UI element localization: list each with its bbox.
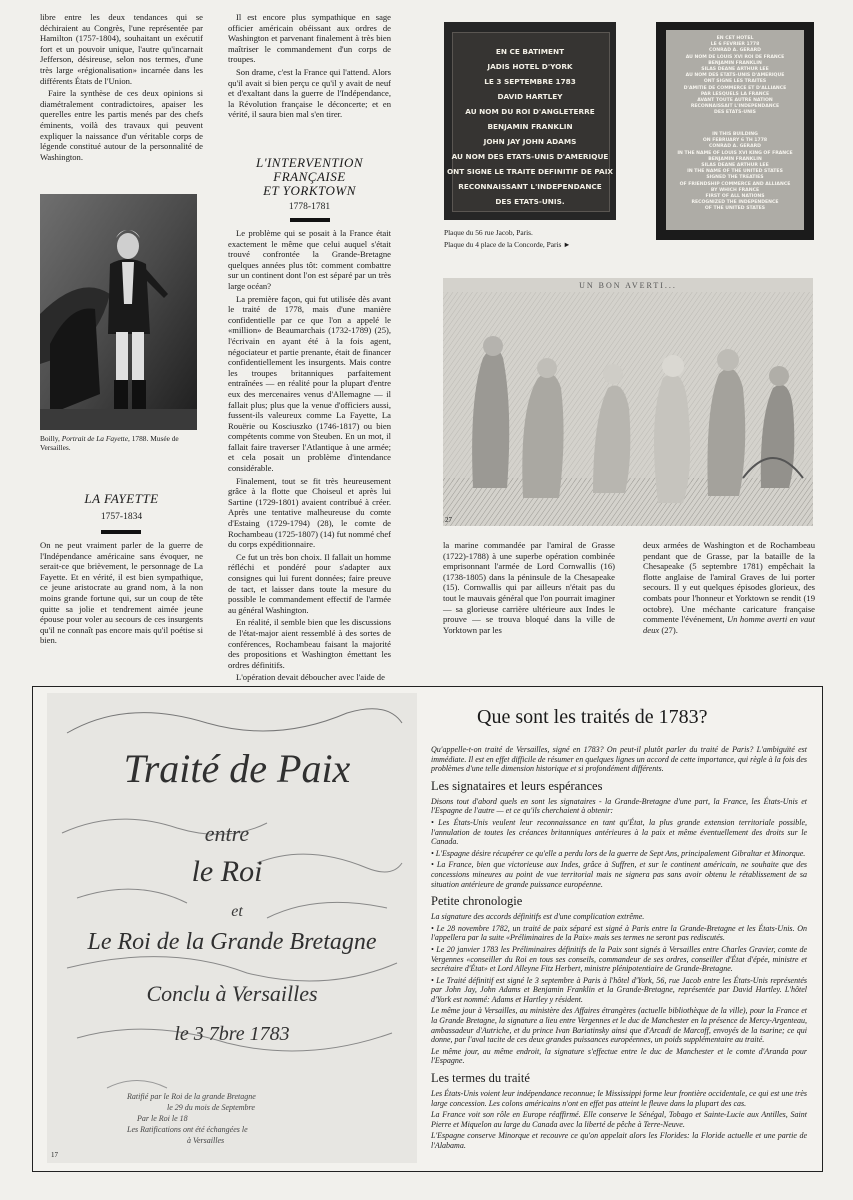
plaque-line: RECOGNIZED THE INDEPENDENCE (691, 200, 779, 206)
box-title: Que sont les traités de 1783? (477, 706, 708, 728)
s1-item: • La France, bien que victorieuse aux Indes, grâce à Suffren, et sur le continent américain, ne souhaite que des concessions mineures au point de vue territorial mais ne signera pas sans avoir obtenu le rétablissement de sa situation antérieure de grande puissance européenne. (431, 860, 807, 889)
plaque-line: DES ETATS-UNIS. (495, 197, 565, 206)
plaque-line: AU NOM DU ROI D'ANGLETERRE (465, 107, 595, 116)
plaque-line: OF THE UNITED STATES (704, 206, 766, 212)
portrait-illustration (40, 194, 197, 430)
treaties-box (32, 686, 823, 1172)
plaque-line: OF FRIENDSHIP COMMERCE AND ALLIANCE (679, 181, 791, 187)
col4-text (643, 540, 815, 637)
s2-item: Le même jour, au même endroit, la signature s'effectue entre le duc de Manchester et le comte d'Aranda pour l'Espagne. (431, 1046, 807, 1066)
plaque-line: AU NOM DES ETATS-UNIS D'AMERIQUE (451, 152, 609, 161)
plaque-line: CONRAD A. GERARD (709, 144, 761, 150)
plaque2-caption: Plaque du 4 place de la Concorde, Paris ► (444, 240, 571, 249)
s3-item: La France voit son rôle en Europe réaffirmé. Elle conserve le Sénégal, Tobago et Sainte-Lucie aux Antilles, Saint Pierre et Miquelon au large du Canada avec la liberté de pêche à Terre-Neuve. (431, 1110, 807, 1129)
plaque-line: EN CE BATIMENT (495, 47, 565, 56)
lafayette-portrait (40, 194, 197, 430)
title-line: ET YORKTOWN (263, 183, 356, 198)
lafayette-text (40, 540, 203, 648)
section-rule (290, 218, 330, 222)
plaque1-caption: Plaque du 56 rue Jacob, Paris. (444, 228, 533, 237)
plaque-text-fr (656, 36, 814, 117)
s1-intro: Disons tout d'abord quels en sont les signataires - la Grande-Bretagne d'une part, la France, les États-Unis et l'Espagne de l'autre — et ce qu'ils cherchaient à obtenir: (431, 796, 807, 816)
s2-intro: La signature des accords définitifs est d'une complication extrême. (431, 912, 645, 922)
plaque-line: EN CET HOTEL (716, 36, 754, 41)
plaque-line: SIGNED THE TREATIES (706, 175, 764, 181)
plaque-concorde (656, 22, 814, 240)
plaque-line: IN THE NAME OF THE UNITED STATES (687, 169, 783, 175)
plaque-line: IN THIS BUILDING (712, 132, 758, 137)
plaque-line: ONT SIGNE LES TRAITES (703, 79, 767, 85)
treaty-document (47, 693, 417, 1163)
caricature-title: Un homme averti en vaut deux (643, 614, 815, 635)
page-number: 17 (51, 1151, 58, 1159)
intervention-dates: 1778-1781 (288, 202, 331, 212)
s2-item: Le même jour à Versailles, au ministère des Affaires étrangères (actuelle bibliothèque de la ville), pour la France et la Grande Bretagne, la signature a lieu entre Vergennes et le duc de Manchester en la présence de Mercy-Argenteau, ambassadeur d'Autriche, et du prince Ivan Bariatinsky ainsi que d'Arcadi de Marcoff, envoyés de la tsarine; ce qui donne, par l'aval tacite de ces deux grandes puissances européennes, un poids supplémentaire au traité. (431, 1006, 807, 1045)
engraving-illustration (443, 278, 813, 526)
treaty-line-4: et (231, 903, 243, 920)
text-span: deux armées de Washington et de Rochambeau pendant que de Grasse, par la bataille de la Chesapeake (5 septembre 1781) empêchait la flotte anglaise de l'amiral Graves de lui porter secours. Il y eut quelques épisodes glorieux, des combats pour l'honneur et Yorktown se rendit (19 octobre). Une méchante caricature française commente l'événement, (643, 540, 815, 625)
treaty-line-6: Conclu à Versailles (146, 981, 318, 1006)
treaty-line-5: Le Roi de la Grande Bretagne (87, 929, 377, 955)
plaque-line: JOHN JAY JOHN ADAMS (483, 137, 577, 146)
footer-line: Les Ratifications ont été échangées le (127, 1125, 248, 1134)
plaque-line: D'AMITIE DE COMMERCE ET D'ALLIANCE (683, 85, 787, 91)
box-text (431, 745, 807, 1153)
plaque-line: DES ETATS-UNIS (714, 110, 756, 116)
plaque-line: LE 6 FEVRIER 1778 (710, 42, 760, 48)
paragraph: La première façon, qui fut utilisée dès avant le traité de 1778, mais d'une manière confidentielle par ce que l'on a appelé le «million» de Beaumarchais (1732-1789) (25), l'écrivain en ayant été à la fois agent, négociateur et partie prenante, était de financer confidentiellement les insurgents. Mais contre les troupes britanniques parfaitement entraînées — en réalité pour la plupart d'entre eux des mercenaires venus d'Allemagne — il fallait plus; plus que la venue d'officiers aussi, fussent-ils valeureux comme La Fayette, La Rouërie ou Kosciuszko (1746-1817) ou bien compétents comme von Steuben. En un mot, il fallait faire traverser l'Atlantique à une armée; et cela posait un problème d'intendance considérable. (228, 293, 391, 474)
plaque-line: BENJAMIN FRANKLIN (487, 122, 573, 131)
treaty-line-2: entre (204, 821, 250, 846)
paragraph: Finalement, tout se fit très heureusement grâce à la flotte que Choiseul et après lui Sartine (1729-1801) avaient contribué à créer. Après une tentative malheureuse du comte d'Estaing (1729-1794) (28), le comte de Rochambeau (1725-1807) (14) fut nommé chef du corps expéditionnaire. (228, 475, 391, 550)
plaque-line: AU NOM DE LOUIS XVI ROI DE FRANCE (685, 54, 785, 60)
plaque-line: FIRST OF ALL NATIONS (705, 194, 765, 200)
plaque-line: BENJAMIN FRANKLIN (708, 60, 762, 66)
plaque-line: ONT SIGNE LE TRAITE DEFINITIF DE PAIX (446, 167, 614, 176)
heading-termes: Les termes du traité (431, 1071, 530, 1086)
paragraph: L'opération devait déboucher avec l'aide de (236, 672, 385, 683)
plaque-line: SILAS DEANE ARTHUR LEE (701, 163, 769, 169)
s3-item: L'Espagne conserve Minorque et recouvre ce qu'on appelait alors les Florides: la Floride actuelle et une partie de l'Alabama. (431, 1131, 807, 1150)
plaque-line: SILAS DEANE ARTHUR LEE (701, 67, 769, 73)
lafayette-title: LA FAYETTE (84, 491, 159, 506)
footer-line: Ratifié par le Roi de la grande Bretagne (127, 1092, 256, 1101)
plaque-line: IN THE NAME OF LOUIS XVI KING OF FRANCE (677, 150, 793, 156)
paragraph: la marine commandée par l'amiral de Grasse (1722)-1788) à une superbe opération combinée emprisonnant l'armée de Lord Cornwallis (16) (1738-1805) dans la péninsule de la Chesapeake (15). Cornwallis qui par ailleurs n'était pas du tout le mauvais général que l'on pourrait imaginer — sa glorieuse carrière ultérieure aux Indes le prouve — se trouva bloqué dans la ville de Yorktown par les (443, 540, 615, 635)
footer-line: le 29 du mois de Septembre (167, 1103, 255, 1112)
treaty-line-7: le 3 7bre 1783 (174, 1023, 290, 1045)
engraving-top-text: UN BON AVERTI... (579, 281, 677, 290)
col2-body (228, 228, 391, 685)
plaque-line: LE 3 SEPTEMBRE 1783 (484, 77, 576, 86)
plaque-line: RECONNAISSAIT L'INDEPENDANCE (690, 104, 780, 110)
caption-rest: , 1788. Musée de Versailles. (40, 434, 179, 452)
plaque-line: ON FEBRUARY 6 TH 1778 (702, 138, 768, 144)
caption-author: Boilly, (40, 434, 62, 443)
figure-number: 27 (445, 516, 452, 524)
box-intro: Qu'appelle-t-on traité de Versailles, signé en 1783? On peut-il plutôt parler du traité de Paris? L'ambiguïté est immédiate. Il est en effet difficile de résumer en quelques lignes un accord de cette importance, qui règle à la fois des problèmes d'une telle dimension historique et si profondément différents. (431, 745, 807, 774)
treaty-footer (127, 1091, 367, 1146)
paragraph: libre entre les deux tendances qui se déchiraient au Congrès, l'une représentée par Hamilton (1757-1804), souhaitant un exécutif fort et un pouvoir unique, l'autre qu'incarnait Jefferson, désireuse, selon nos termes, d'une très large «régionalisation» incarnée dans les différents États de l'Union. (40, 12, 203, 86)
s3-item: Les États-Unis voient leur indépendance reconnue; le Mississippi forme leur frontière occidentale, ce qui est une très large concession. Les colons américains n'ont en effet pas atteint le fleuve dans la plupart des cas. (431, 1089, 807, 1108)
lafayette-dates: 1757-1834 (100, 512, 143, 522)
paragraph: Le problème qui se posait à la France était exactement le même que celui auquel s'était trouvé confrontée la Grande-Bretagne quelques années plus tôt: comment combattre sur un continent dont l'on est séparé par un très large océan? (228, 228, 391, 291)
heading-signataires: Les signataires et leurs espérances (431, 778, 603, 793)
plaque-text (444, 44, 616, 209)
plaque-line: RECONNAISSANT L'INDEPENDANCE (458, 182, 602, 191)
plaque-line: BY WHICH FRANCE (710, 187, 760, 193)
col2-intro (228, 12, 391, 122)
caption-title: Portrait de La Fayette (61, 434, 129, 443)
plaque-line: JADIS HOTEL D'YORK (487, 62, 573, 71)
plaque-line: AVANT TOUTE AUTRE NATION (697, 98, 773, 104)
paragraph: Faire la synthèse de ces deux opinions si diamétralement contradictoires, apaiser les querelles entre les partis menés par des chefs éminents, voilà des travaux qui peuvent expliquer la naissance d'un véritable corps de légende constitué autour de la personnalité de Washington. (40, 88, 203, 162)
treaty-line-3: le Roi (191, 855, 263, 888)
title-line: FRANÇAISE (273, 169, 346, 184)
s2-item: • Le Traité définitif est signé le 3 septembre à Paris à l'hôtel d'York, 56, rue Jacob entre les États-Unis représentés par John Jay, John Adams et Benjamin Franklin et la Grande-Bretagne, représentée par David Hartley. L'hôtel d'York est nommé: Adams et Hartley y résident. (431, 975, 807, 1004)
paragraph: En réalité, il semble bien que les discussions de l'état-major aient ressemblé à des sortes de conférences, Rochambeau faisant la majorité des propositions et Washington émettant les ordres définitifs. (228, 617, 391, 670)
heading-chronologie: Petite chronologie (431, 894, 523, 909)
paragraph: Ce fut un très bon choix. Il fallait un homme réfléchi et pondéré pour s'adapter aux consignes qui lui furent données; faire preuve de tact, et laisser dans toute la mesure du possible le commandement effectif de l'armée au général Washington. (228, 551, 391, 615)
caricature-engraving (443, 278, 813, 526)
footer-line: Par le Roi le 18 (137, 1114, 188, 1123)
paragraph (643, 540, 815, 635)
s1-item: • L'Espagne désire récupérer ce qu'elle a perdu lors de la guerre de Sept Ans, principalement Gibraltar et Minorque. (431, 848, 806, 858)
plaque-line: PAR LESQUELS LA FRANCE (700, 91, 770, 97)
section-rule (101, 530, 141, 534)
portrait-caption (40, 434, 210, 452)
treaty-line-1: Traité de Paix (123, 746, 351, 791)
plaque-text-en (656, 132, 814, 213)
plaque-line: BENJAMIN FRANKLIN (708, 156, 762, 162)
paragraph: Il est encore plus sympathique en sage officier américain obéissant aux ordres de Washington et parvenant finalement à très bien maîtriser le commandement d'un corps de troupes. (228, 12, 391, 65)
footer-line: à Versailles (187, 1136, 225, 1145)
plaque-rue-jacob (444, 22, 616, 220)
paragraph: Son drame, c'est la France qui l'attend. Alors qu'il avait si bien perçu ce qu'il y avait de neuf et d'exaltant dans la guerre de l'Indépendance, la Révolution française le déconcerte; et en vérité, il saura bien mal s'en tirer. (228, 66, 391, 120)
s2-item: • Le 28 novembre 1782, un traité de paix séparé est signé à Paris entre la Grande-Bretagne et les États-Unis. On l'appellera par la suite «Préliminaires de la Paix» mais ses termes ne seront pas rediscutés. (431, 923, 807, 943)
plaque-line: CONRAD A. GERARD (709, 48, 761, 54)
col1-intro (40, 12, 203, 164)
paragraph: On ne peut vraiment parler de la guerre de l'Indépendance américaine sans évoquer, ne serait-ce que brièvement, le personnage de La Fayette. Et en vérité, il est bien sympathique, ce jeune aristocrate au grand nom, à la non moins grande fortune qui, sur un coup de tête quitte sa jolie et tendrement aimée jeune épouse pour voler au secours de ces insurgents qu'il ne connaît pas encore mais qu'il poétise si bien. (40, 540, 203, 646)
text-span: (27). (659, 624, 678, 635)
title-line: L'INTERVENTION (255, 155, 364, 170)
plaque-line: AU NOM DES ETATS-UNIS D'AMERIQUE (685, 73, 785, 79)
s1-item: • Les États-Unis veulent leur reconnaissance en tant qu'État, la plus grande extension territoriale possible, l'annulation de toutes les créances britanniques antérieures à la paix et même éventuellement des droits sur le Canada. (431, 817, 807, 847)
col3-text (443, 540, 615, 637)
s2-item: • Le 20 janvier 1783 les Préliminaires définitifs de la Paix sont signés à Versailles entre Charles Gravier, comte de Vergennes «conseiller du Roi en tous ses conseils, commandeur de ses ordres, conseiller d'État d'épée, ministre et secrétaire d'État» et Lord Alleyne Fitz Herbert, ministre plénipotentiaire de Grande-Bretagne. (431, 944, 807, 974)
intervention-title (228, 156, 391, 198)
plaque-line: DAVID HARTLEY (497, 92, 563, 101)
